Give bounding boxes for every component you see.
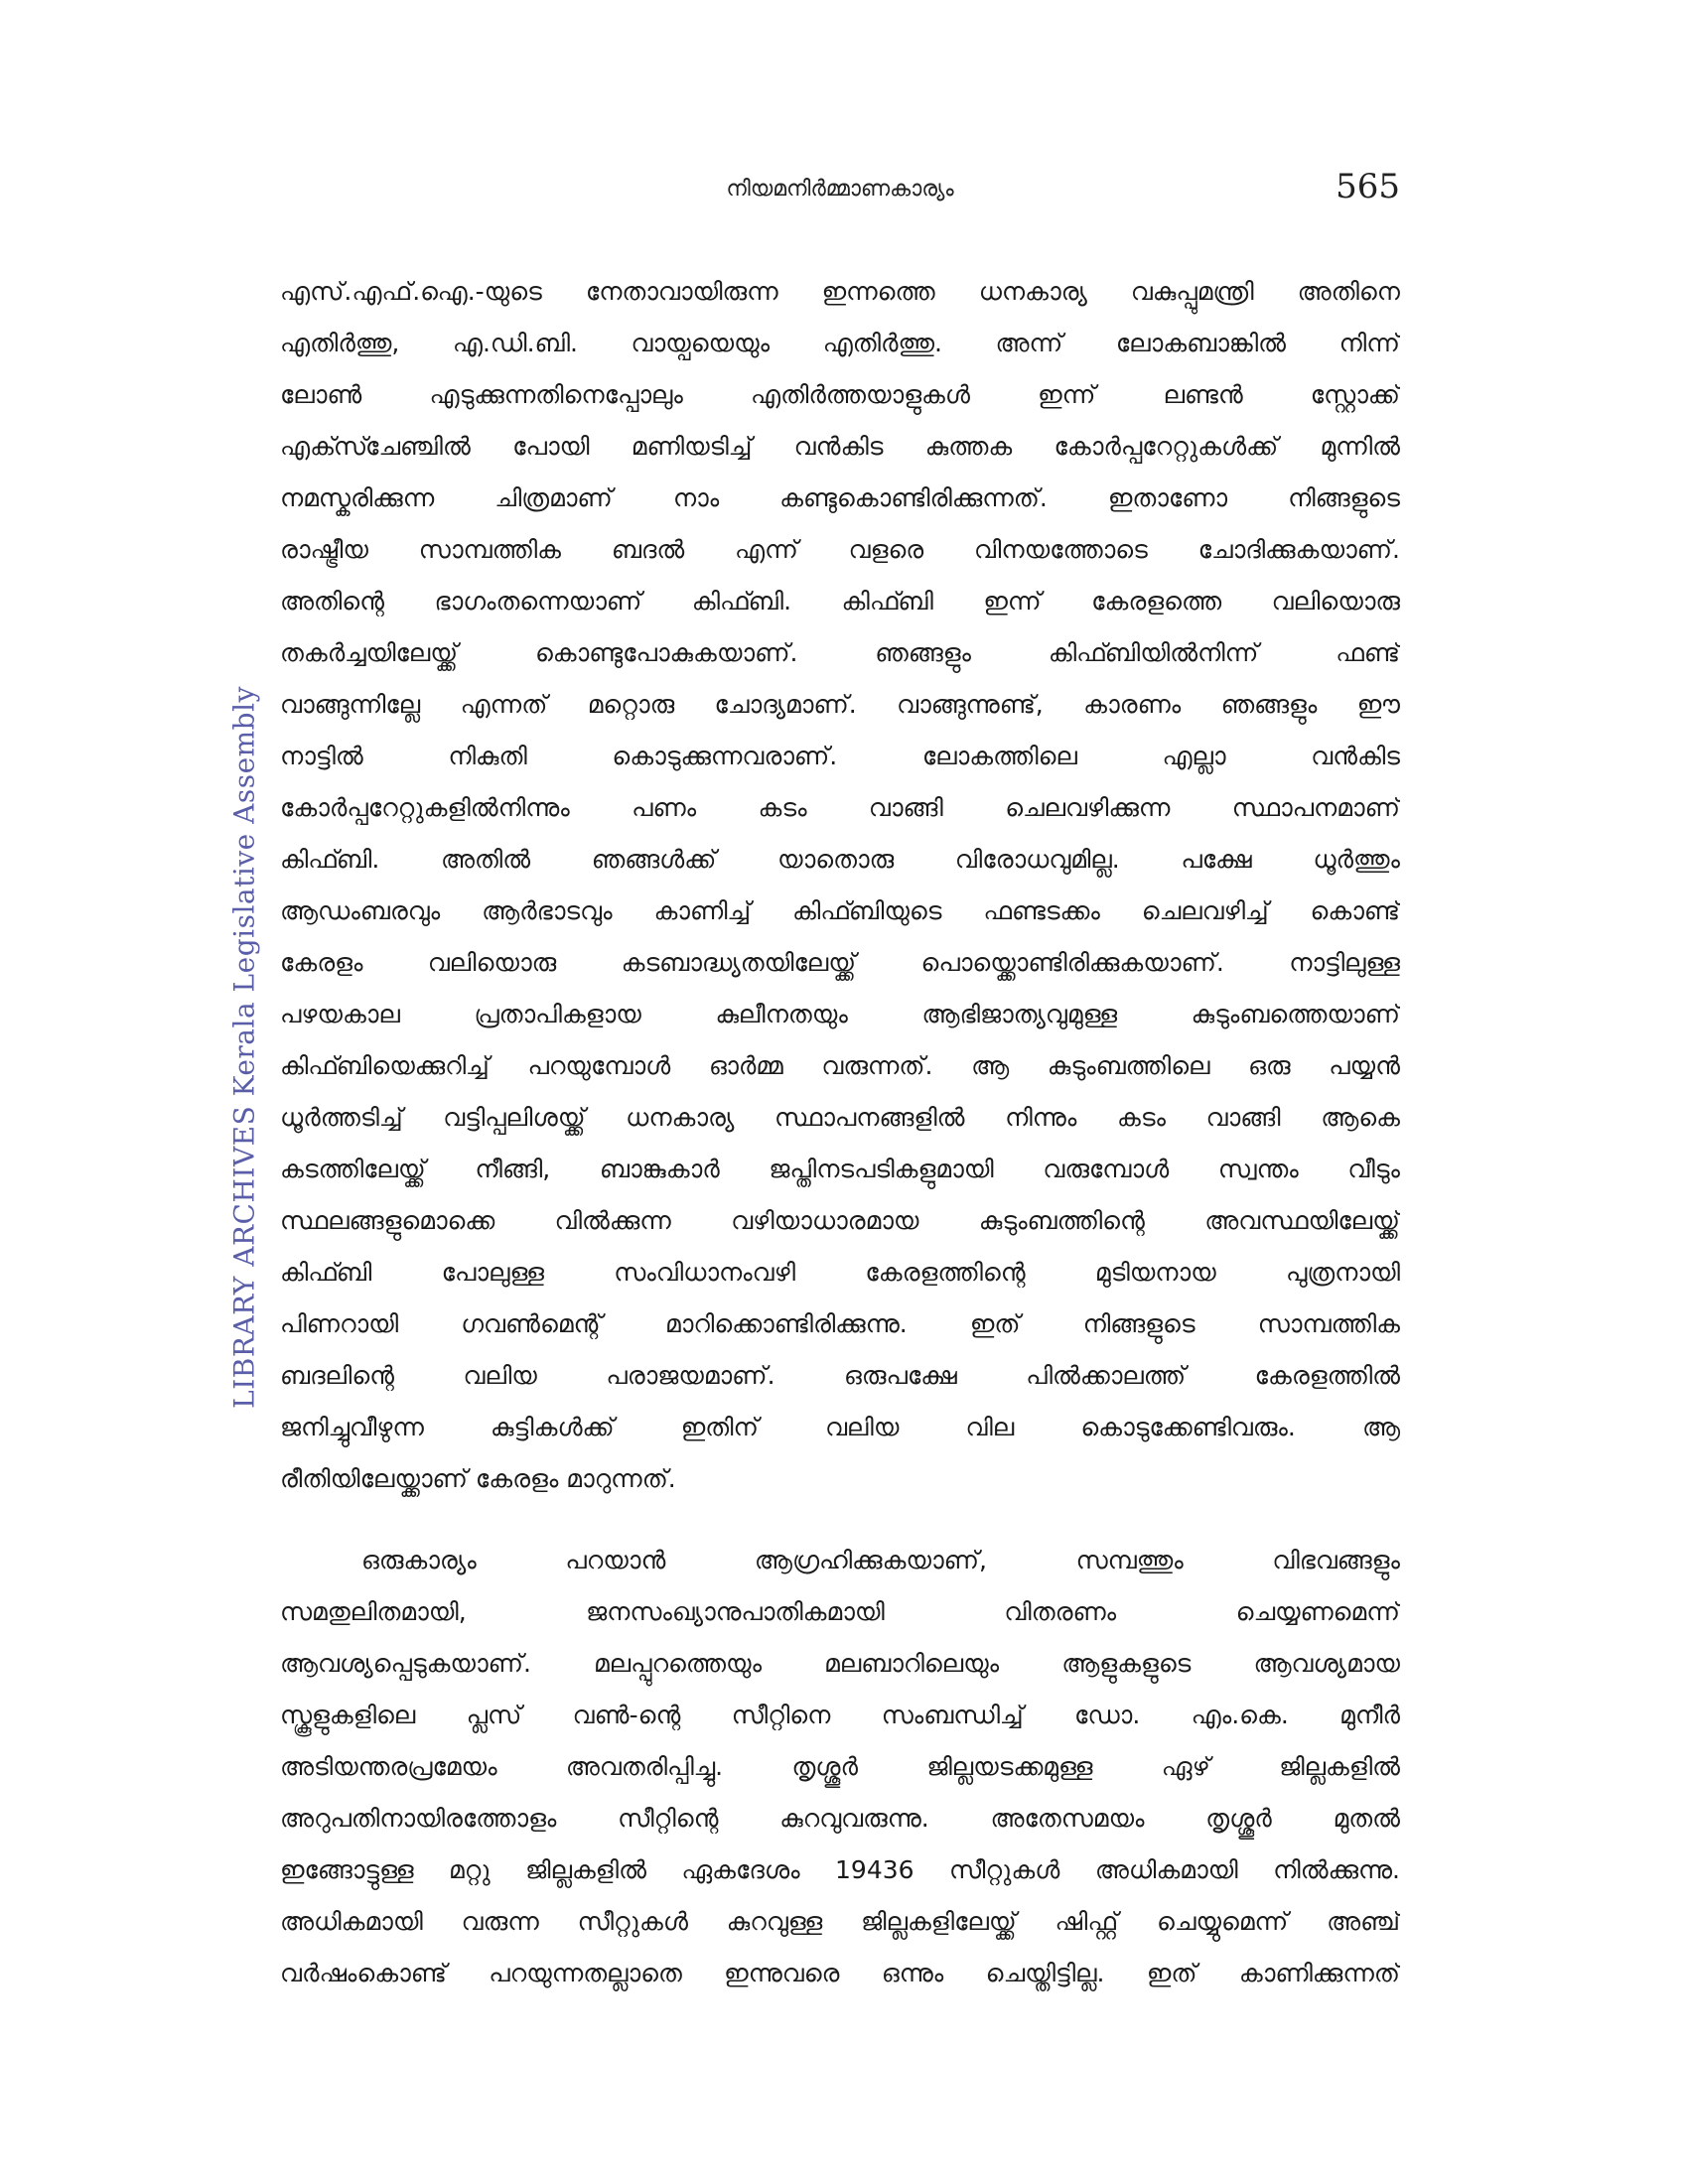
text-line: കിഫ്ബി പോലുള്ള സംവിധാനംവഴി കേരളത്തിന്റെ മുടിയനായ പുത്രനായി (280, 1258, 1400, 1287)
text-line: കിഫ്ബി. അതിൽ ഞങ്ങൾക്ക് യാതൊരു വിരോധവുമില്ല. പക്ഷേ ധൂർത്തും (280, 845, 1400, 874)
text-line: കേരളം വലിയൊരു കടബാദ്ധ്യതയിലേയ്ക്ക് പൊയ്ക്കൊണ്ടിരിക്കുകയാണ്. നാട്ടിലുള്ള (280, 948, 1400, 977)
paragraph-1 (280, 266, 1400, 1505)
text-line: സ്കൂളുകളിലെ പ്ലസ് വൺ-ന്റെ സീറ്റിനെ സംബന്ധിച്ച് ഡോ. എം.കെ. മുനീർ (280, 1701, 1400, 1729)
header-title: നിയമനിർമ്മാണകാര്യം (726, 177, 954, 202)
text-line: വാങ്ങുന്നില്ലേ എന്നത് മറ്റൊരു ചോദ്യമാണ്. വാങ്ങുന്നുണ്ട്, കാരണം ഞങ്ങളും ഈ (280, 690, 1400, 719)
text-line: എക്സ്ചേഞ്ചിൽ പോയി മണിയടിച്ച് വൻകിട കുത്തക കോർപ്പറേറ്റുകൾക്ക് മുന്നിൽ (280, 432, 1400, 461)
text-line: കിഫ്ബിയെക്കുറിച്ച് പറയുമ്പോൾ ഓർമ്മ വരുന്നത്. ആ കുടുംബത്തിലെ ഒരു പയ്യൻ (280, 1051, 1400, 1080)
text-line: ഇങ്ങോട്ടുള്ള മറ്റു ജില്ലകളിൽ ഏകദേശം 19436 സീറ്റുകൾ അധികമായി നിൽക്കുന്നു. (280, 1855, 1400, 1884)
text-line: ആഡംബരവും ആർഭാടവും കാണിച്ച് കിഫ്ബിയുടെ ഫണ്ടടക്കം ചെലവഴിച്ച് കൊണ്ട് (280, 896, 1400, 925)
body-text (280, 266, 1400, 1999)
text-line: അടിയന്തരപ്രമേയം അവതരിപ്പിച്ചു. തൃശ്ശൂർ ജില്ലയടക്കമുള്ള ഏഴ് ജില്ലകളിൽ (280, 1752, 1400, 1781)
text-line: തകർച്ചയിലേയ്ക്ക് കൊണ്ടുപോകുകയാണ്. ഞങ്ങളും കിഫ്ബിയിൽനിന്ന് ഫണ്ട് (280, 638, 1400, 667)
text-line: നാട്ടിൽ നികുതി കൊടുക്കുന്നവരാണ്. ലോകത്തിലെ എല്ലാ വൻകിട (280, 742, 1400, 770)
paragraph-2 (280, 1535, 1400, 1999)
text-line: പിണറായി ഗവൺമെന്റ് മാറിക്കൊണ്ടിരിക്കുന്നു. ഇത് നിങ്ങളുടെ സാമ്പത്തിക (280, 1309, 1400, 1338)
text-line: സ്ഥലങ്ങളുമൊക്കെ വിൽക്കുന്ന വഴിയാധാരമായ കുടുംബത്തിന്റെ അവസ്ഥയിലേയ്ക്ക് (280, 1206, 1400, 1235)
text-line: വർഷംകൊണ്ട് പറയുന്നതല്ലാതെ ഇന്നുവരെ ഒന്നും ചെയ്തിട്ടില്ല. ഇത് കാണിക്കുന്നത് (280, 1959, 1400, 1987)
text-line: സമതുലിതമായി, ജനസംഖ്യാനുപാതികമായി വിതരണം ചെയ്യണമെന്ന് (280, 1597, 1400, 1626)
running-header (280, 167, 1400, 216)
text-line: ബദലിന്റെ വലിയ പരാജയമാണ്. ഒരുപക്ഷേ പിൽക്കാലത്ത് കേരളത്തിൽ (280, 1361, 1400, 1390)
text-line: ലോൺ എടുക്കുന്നതിനെപ്പോലും എതിർത്തയാളുകൾ ഇന്ന് ലണ്ടൻ സ്റ്റോക്ക് (280, 380, 1400, 409)
paragraph-gap (280, 1505, 1400, 1535)
text-line: ധൂർത്തടിച്ച് വട്ടിപ്പലിശയ്ക്ക് ധനകാര്യ സ്ഥാപനങ്ങളിൽ നിന്നും കടം വാങ്ങി ആകെ (280, 1103, 1400, 1132)
page-number: 565 (1336, 167, 1400, 206)
text-line: രീതിയിലേയ്ക്കാണ് കേരളം മാറുന്നത്. (280, 1464, 676, 1493)
text-line: എസ്.എഫ്.ഐ.-യുടെ നേതാവായിരുന്ന ഇന്നത്തെ ധനകാര്യ വകുപ്പുമന്ത്രി അതിനെ (280, 277, 1400, 306)
text-line: അറുപതിനായിരത്തോളം സീറ്റിന്റെ കുറവുവരുന്നു. അതേസമയം തൃശ്ശൂർ മുതൽ (280, 1804, 1400, 1833)
text-line: നമസ്കരിക്കുന്ന ചിത്രമാണ് നാം കണ്ടുകൊണ്ടിരിക്കുന്നത്. ഇതാണോ നിങ്ങളുടെ (280, 483, 1400, 512)
text-line: ആവശ്യപ്പെടുകയാണ്. മലപ്പുറത്തെയും മലബാറിലെയും ആളുകളുടെ ആവശ്യമായ (280, 1649, 1400, 1678)
text-line: പഴയകാല പ്രതാപികളായ കുലീനതയും ആഭിജാത്യവുമുള്ള കുടുംബത്തെയാണ് (280, 1000, 1400, 1028)
text-line: അതിന്റെ ഭാഗംതന്നെയാണ് കിഫ്ബി. കിഫ്ബി ഇന്ന് കേരളത്തെ വലിയൊരു (280, 587, 1400, 615)
text-line: അധികമായി വരുന്ന സീറ്റുകൾ കുറവുള്ള ജില്ലകളിലേയ്ക്ക് ഷിഫ്റ്റ് ചെയ്യുമെന്ന് അഞ്ച് (280, 1907, 1400, 1936)
text-line: രാഷ്ട്രീയ സാമ്പത്തിക ബദൽ എന്ന് വളരെ വിനയത്തോടെ ചോദിക്കുകയാണ്. (280, 535, 1400, 564)
text-line: ജനിച്ചുവീഴുന്ന കുട്ടികൾക്ക് ഇതിന് വലിയ വില കൊടുക്കേണ്ടിവരും. ആ (280, 1413, 1400, 1441)
text-line: എതിർത്തു, എ.ഡി.ബി. വായ്പയെയും എതിർത്തു. അന്ന് ലോകബാങ്കിൽ നിന്ന് (280, 329, 1400, 357)
text-line: കോർപ്പറേറ്റുകളിൽനിന്നും പണം കടം വാങ്ങി ചെലവഴിക്കുന്ന സ്ഥാപനമാണ് (280, 793, 1400, 822)
text-line: ഒരുകാര്യം പറയാൻ ആഗ്രഹിക്കുകയാണ്, സമ്പത്തും വിഭവങ്ങളും (361, 1546, 1400, 1574)
watermark-text: LIBRARY ARCHIVES Kerala Legislative Assembly (227, 686, 261, 1409)
text-line: കടത്തിലേയ്ക്ക് നീങ്ങി, ബാങ്കുകാർ ജപ്തിനടപടികളുമായി വരുമ്പോൾ സ്വന്തം വീടും (280, 1155, 1400, 1183)
